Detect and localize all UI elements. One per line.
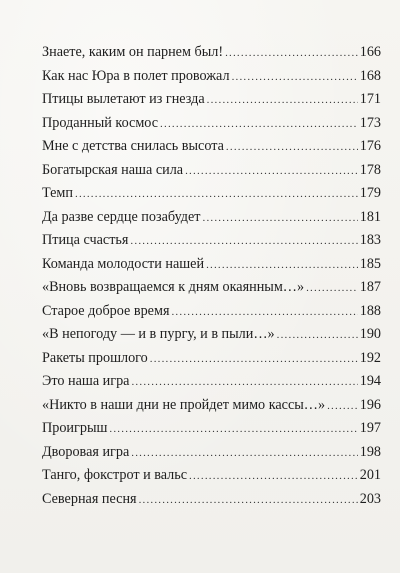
dot-leader [75, 183, 358, 207]
dot-leader [130, 230, 357, 254]
dot-leader [150, 348, 358, 372]
toc-entry-title: «Вновь возвращаемся к дням окаянным…» [42, 279, 305, 295]
toc-entry-page: 196 [359, 396, 381, 413]
toc-entry-page: 192 [359, 349, 381, 366]
toc-entry-page: 173 [359, 114, 381, 131]
dot-leader [206, 254, 358, 278]
toc-entry-title: Мне с детства снилась высота [42, 138, 224, 154]
toc-entry [42, 417, 381, 441]
dot-leader [306, 277, 358, 301]
toc-entry [42, 276, 381, 300]
toc-entry-page: 171 [359, 91, 381, 107]
toc-entry-title: Проигрыш [42, 420, 108, 436]
toc-entry-page: 197 [359, 420, 381, 436]
dot-leader [277, 324, 358, 348]
toc-entry-title: Богатырская наша сила [42, 161, 184, 178]
toc-entry-page: 183 [359, 232, 381, 248]
dot-leader [203, 207, 358, 231]
dot-leader [207, 89, 358, 113]
toc-entry-page: 166 [359, 44, 381, 60]
dot-leader [189, 465, 358, 489]
toc-entry [42, 65, 381, 89]
toc-entry-title: Дворовая игра [42, 443, 130, 460]
dot-leader [225, 42, 358, 66]
toc-entry-title: Проданный космос [42, 114, 159, 131]
dot-leader [109, 418, 357, 442]
toc-entry [42, 464, 381, 488]
dot-leader [131, 371, 357, 395]
toc-entry-page: 187 [359, 279, 381, 295]
toc-entry-page: 188 [359, 302, 381, 319]
toc-entry [42, 159, 381, 183]
toc-entry-title: Птица счастья [42, 232, 129, 248]
toc-entry [42, 370, 381, 394]
dot-leader [160, 113, 358, 137]
toc-entry [42, 253, 381, 277]
toc-entry-title: Танго, фокстрот и вальс [42, 467, 188, 483]
toc-entry-title: Да разве сердце позабудет [42, 208, 201, 225]
toc-entry-title: Старое доброе время [42, 302, 170, 319]
toc-entry [42, 206, 381, 230]
toc-entry-page: 190 [359, 326, 381, 342]
toc-entry-title: Темп [42, 185, 73, 201]
toc-entry-title: «В непогоду — и в пургу, и в пыли…» [42, 326, 275, 342]
dot-leader [226, 136, 358, 160]
toc-entry [42, 300, 381, 324]
toc-entry [42, 229, 381, 253]
toc-entry [42, 182, 381, 206]
toc-entry-page: 201 [359, 467, 381, 483]
dot-leader [232, 66, 358, 90]
toc-entry [42, 441, 381, 465]
toc-entry-page: 185 [359, 255, 381, 272]
dot-leader [327, 395, 358, 419]
toc-entry [42, 41, 381, 65]
toc-entry-title: Птицы вылетают из гнезда [42, 91, 205, 107]
toc-entry-page: 176 [359, 138, 381, 154]
toc-entry [42, 488, 381, 512]
toc-entry-title: Северная песня [42, 490, 137, 507]
table-of-contents [42, 41, 381, 511]
toc-entry-page: 168 [359, 67, 381, 84]
toc-entry-title: Знаете, каким он парнем был! [42, 44, 224, 60]
toc-entry-page: 179 [359, 185, 381, 201]
toc-entry-page: 203 [359, 490, 381, 507]
dot-leader [131, 442, 357, 466]
toc-entry [42, 347, 381, 371]
toc-entry-title: Команда молодости нашей [42, 255, 205, 272]
toc-entry-page: 181 [359, 208, 381, 225]
dot-leader [171, 301, 357, 325]
toc-entry [42, 112, 381, 136]
toc-entry [42, 88, 381, 112]
toc-entry-page: 198 [359, 443, 381, 460]
toc-entry-title: Как нас Юра в полет провожал [42, 67, 230, 84]
toc-entry-page: 178 [359, 161, 381, 178]
toc-entry-title: Ракеты прошлого [42, 349, 148, 366]
toc-entry [42, 394, 381, 418]
toc-entry-page: 194 [359, 373, 381, 389]
toc-entry-title: Это наша игра [42, 373, 130, 389]
dot-leader [185, 160, 358, 184]
toc-entry-title: «Никто в наши дни не пройдет мимо кассы…» [42, 396, 326, 413]
toc-entry [42, 135, 381, 159]
dot-leader [139, 489, 358, 513]
toc-entry [42, 323, 381, 347]
